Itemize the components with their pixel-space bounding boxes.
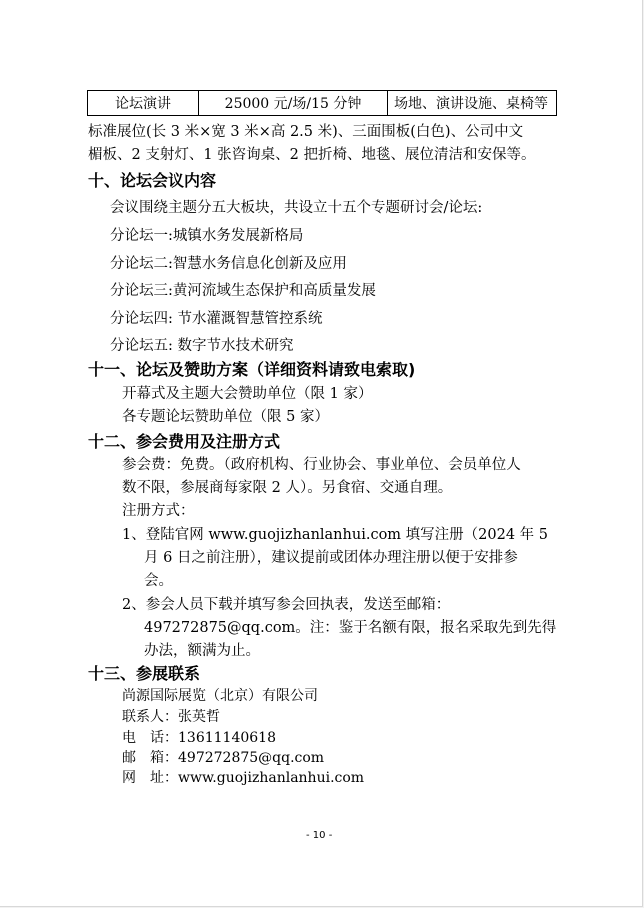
fee-item-cell: 论坛演讲 [88,91,199,116]
list-item: 会。 [144,573,173,589]
phone-row [122,727,276,747]
company-name: 尚源国际展览（北京）有限公司 [122,688,318,704]
table-row [88,91,557,116]
paragraph: 注册方式： [122,503,195,519]
list-item: 各专题论坛赞助单位（限 5 家） [122,409,329,425]
list-item: 月 6 日之前注册），建议提前或团体办理注册以便于安排参 [144,550,518,566]
phone-label: 电 话： [122,730,178,746]
website-label: 网 址： [122,770,178,786]
list-item: 分论坛一:城镇水务发展新格局 [110,228,304,244]
section-heading: 十、论坛会议内容 [88,171,217,190]
fee-table [87,90,557,116]
section-heading: 十三、参展联系 [88,664,201,683]
list-item: 2、参会人员下载并填写参会回执表，发送至邮箱： [122,597,451,613]
list-item: 分论坛五: 数字节水技术研究 [110,338,294,354]
section-heading: 十二、参会费用及注册方式 [88,432,281,451]
phone-value: 13611140618 [178,730,276,746]
list-item: 开幕式及主题大会赞助单位（限 1 家） [122,386,373,402]
booth-note-line: 标准展位(长 3 米×宽 3 米×高 2.5 米)、三面围板(白色)、公司中文 [88,124,524,140]
paragraph: 会议围绕主题分五大板块，共设立十五个专题研讨会/论坛: [110,200,483,216]
contact-person: 联系人：张英哲 [122,709,220,725]
email-value: 497272875@qq.com [178,750,325,766]
website-value: www.guojizhanlanhui.com [178,770,365,786]
fee-price-cell: 25000 元/场/15 分钟 [199,91,388,116]
paragraph: 数不限，参展商每家限 2 人）。另食宿、交通自理。 [122,480,453,496]
booth-note-line: 楣板、2 支射灯、1 张咨询桌、2 把折椅、地毯、展位清洁和安保等。 [88,147,536,163]
list-item: 1、登陆官网 www.guojizhanlanhui.com 填写注册（2024 年 5 [122,527,549,543]
email-label: 邮 箱： [122,750,178,766]
website-row [122,767,364,787]
fee-includes-cell: 场地、演讲设施、桌椅等 [388,91,557,116]
page-number: - 10 - [306,830,333,841]
list-item: 分论坛四: 节水灌溉智慧管控系统 [110,311,323,327]
paragraph: 参会费：免费。（政府机构、行业协会、事业单位、会员单位人 [122,457,521,473]
list-item: 办法，额满为止。 [144,643,260,659]
email-row [122,747,324,767]
list-item: 497272875@qq.com。注：鉴于名额有限，报名采取先到先得 [144,620,557,636]
list-item: 分论坛三:黄河流域生态保护和高质量发展 [110,283,376,299]
list-item: 分论坛二:智慧水务信息化创新及应用 [110,256,347,272]
section-heading: 十一、论坛及赞助方案（详细资料请致电索取) [88,360,416,379]
